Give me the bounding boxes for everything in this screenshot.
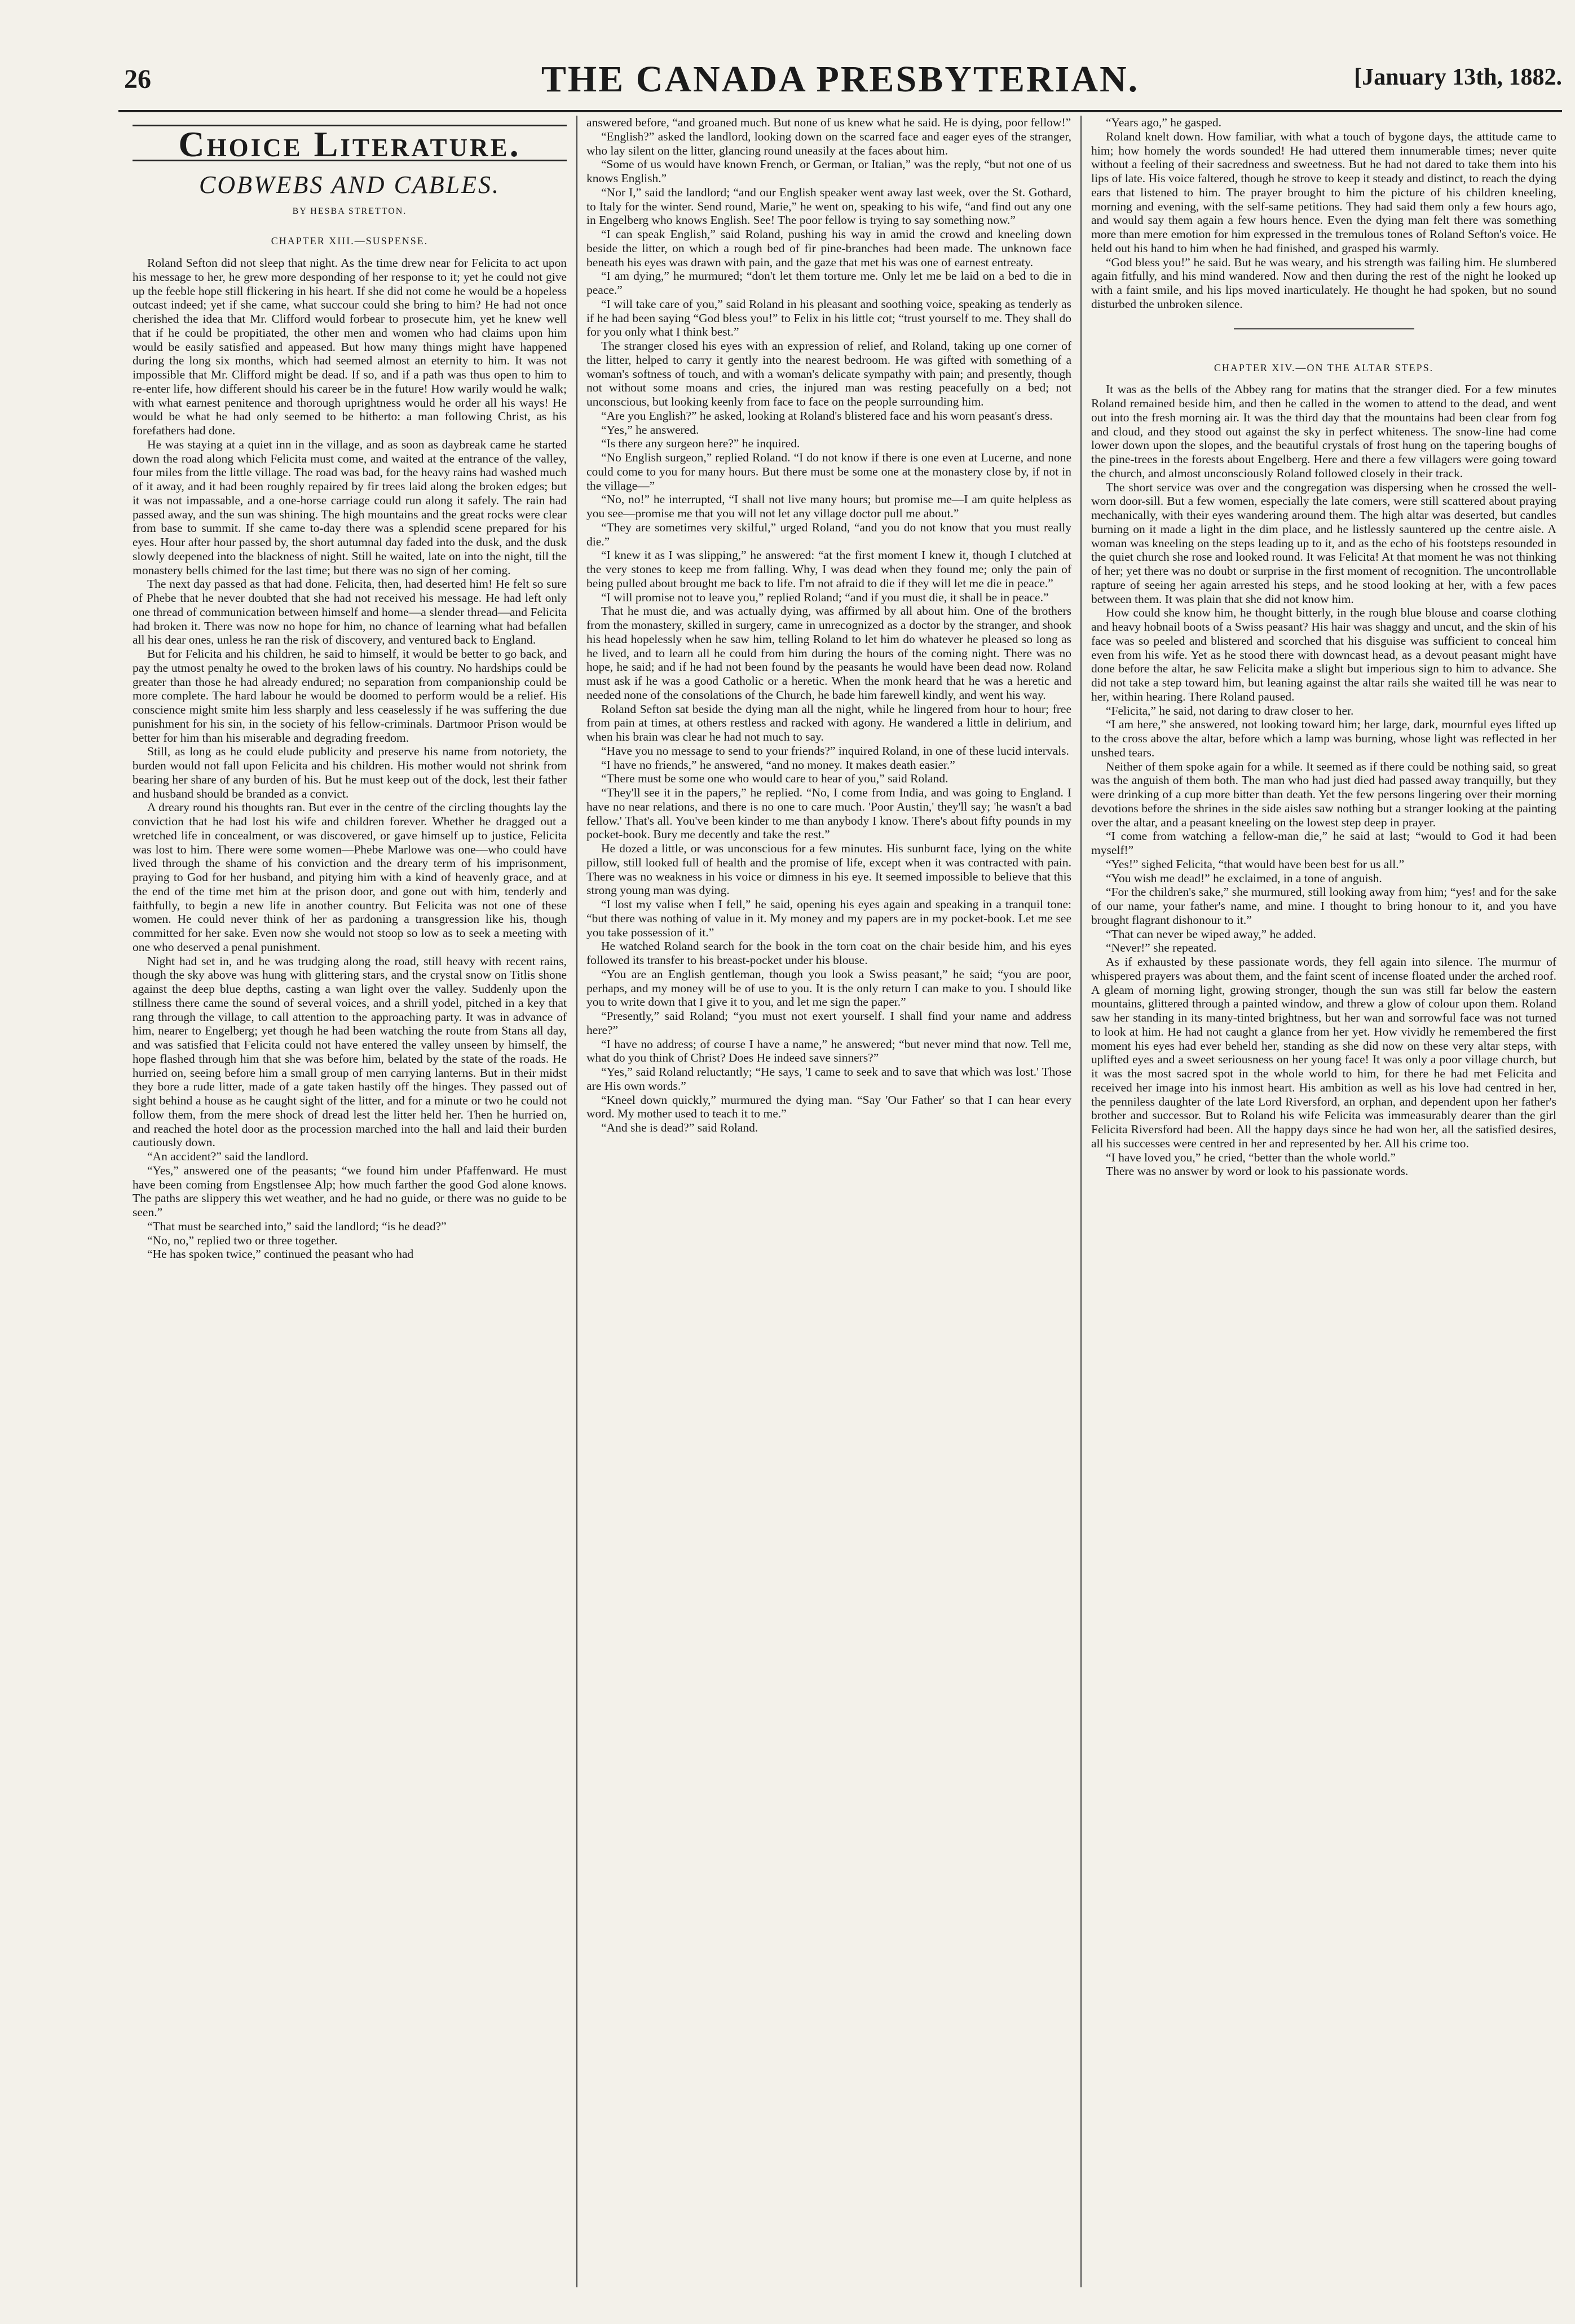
paragraph: “I lost my valise when I fell,” he said, opening his eyes again and speaking in a tranquil tone: “but there was nothing of value in it. My money and my papers are in my pocket-book. Let me see you take possession of it.”: [586, 897, 1071, 939]
paragraph: A dreary round his thoughts ran. But ever in the centre of the circling thoughts lay the conviction that he had lost his wife and children forever. Whether he dragged out a wretched life in concealment, or was discovered, or gave himself up to justice, Felicita was lost to him. There were some women—Phebe Marlowe was one—who could have lived through the shame of his conviction and the dreary term of his imprisonment, praying to God for her husband, and pitying him with a kind of heavenly grace, and at the end of the time met him at the prison door, and gone out with him, tenderly and faithfully, to begin a new life in another country. But Felicita was not one of these women. He could never think of her as pardoning a transgression like his, though committed for her sake. Even now she would not stoop so low as to seek a meeting with one who deserved a penal punishment.: [133, 800, 567, 954]
paragraph: “They are sometimes very skilful,” urged Roland, “and you do not know that you must really die.”: [586, 520, 1071, 548]
column-3-text-bottom: [1091, 382, 1556, 1178]
paragraph: “God bless you!” he said. But he was weary, and his strength was failing him. He slumbered again fitfully, and his mind wandered. Now and then during the rest of the night he looked up with a faint smile, and his lips moved inarticulately. He thought he had spoken, but no sound disturbed the unbroken silence.: [1091, 255, 1556, 311]
paragraph: “Years ago,” he gasped.: [1106, 116, 1221, 129]
paragraph: “There must be some one who would care to hear of you,” said Roland.: [601, 772, 948, 786]
page-header: [118, 54, 1562, 99]
paragraph: “Yes,” he answered.: [601, 422, 699, 437]
paragraph: The stranger closed his eyes with an expression of relief, and Roland, taking up one corner of the litter, helped to carry it gently into the nearest bedroom. He was gifted with something of a woman's softness of touch, and with a woman's delicate sympathy with pain; and presently, though not without some moans and cries, the injured man was resting peacefully on a bed; not unconscious, but looking keenly from face to face on the people surrounding him.: [586, 339, 1071, 408]
paragraph: “Kneel down quickly,” murmured the dying man. “Say 'Our Father' so that I can hear every word. My mother used to teach it to me.”: [586, 1093, 1071, 1121]
paragraph: “An accident?” said the landlord.: [147, 1150, 308, 1163]
column-3-text-top: [1091, 116, 1556, 311]
paragraph: “I am dying,” he murmured; “don't let them torture me. Only let me be laid on a bed to die in peace.”: [586, 269, 1071, 297]
paragraph: Roland Sefton did not sleep that night. As the time drew near for Felicita to act upon his message to her, he grew more desponding of her response to it; yet he could not give up the feeble hope still flickering in his heart. If she did not come he would be a hopeless outcast indeed; yet if she came, what succour could she bring to him? He had not once cherished the idea that Mr. Clifford would forbear to prosecute him, yet he knew well that if he could be propitiated, the other men and women who had claims upon him would be easily satisfied and appeased. But how many things might have happened during the long six months, which had seemed almost an eternity to him. It was not impossible that Mr. Clifford might be dead. If so, and if a path was thus open to him to re-enter life, how different should his career be in the future! How warily would he walk; with what earnest penitence and thorough uprightness would he order all his ways! He would be what he had only seemed to be hitherto: a man following Christ, as his forefathers had done.: [133, 256, 567, 437]
paragraph: “I have loved you,” he cried, “better than the whole world.”: [1106, 1150, 1396, 1164]
paragraph: “No, no!” he interrupted, “I shall not live many hours; but promise me—I am quite helpless as you see—promise me that you will not let any village doctor pull me about.”: [586, 492, 1071, 520]
paragraph: “English?” asked the landlord, looking down on the scarred face and eager eyes of the stranger, who lay silent on the litter, glancing round uneasily at the faces about him.: [586, 129, 1071, 157]
paragraph: “Yes,” answered one of the peasants; “we found him under Pfaffenward. He must have been coming from Engstlensee Alp; how much farther the good God alone knows. The paths are slippery this wet weather, and he had no guide, or there was no guide to be seen.”: [133, 1163, 567, 1219]
column-2-text: [586, 116, 1071, 1135]
paragraph: “I can speak English,” said Roland, pushing his way in amid the crowd and kneeling down beside the litter, on which a rough bed of fir pine-branches had been made. The unknown face beneath his eyes was drawn with pain, and the gaze that met his was one of earnest entreaty.: [586, 227, 1071, 269]
story-byline: BY HESBA STRETTON.: [292, 206, 407, 216]
paragraph: The next day passed as that had done. Felicita, then, had deserted him! He felt so sure of Phebe that he never doubted that she had not received his message. He had left only one thread of communication between himself and home—a slender thread—and Felicita had broken it. There was now no hope for him, no chance of learning what had befallen all his dear ones, unless he ran the risk of discovery, and ventured back to England.: [133, 577, 567, 647]
paragraph: “I knew it as I was slipping,” he answered: “at the first moment I knew it, though I clutched at the very stones to keep me from falling. Why, I was dead when they found me; only the pain of being pulled about brought me back to life. I'm not afraid to die if they will let me die in peace.”: [586, 548, 1071, 590]
paragraph: How could she know him, he thought bitterly, in the rough blue blouse and coarse clothing and heavy hobnail boots of a Swiss peasant? His hair was shaggy and uncut, and the skin of his face was so peeled and blistered and scorched that his disguise was sufficient to conceal him even from his wife. Yet as he stood there with downcast head, as a devout peasant might have done before the altar, he saw Felicita make a slight but imperious sign to him to advance. She did not take a step toward him, but leaning against the altar rails she waited till he was near to her, within hearing. There Roland paused.: [1091, 606, 1556, 703]
paragraph: He watched Roland search for the book in the torn coat on the chair beside him, and his eyes followed its transfer to his breast-pocket under his blouse.: [586, 939, 1071, 967]
paragraph: Still, as long as he could elude publicity and preserve his name from notoriety, the burden would not fall upon Felicita and his children. His mother would not shrink from bearing her share of any burden of his. But he must keep out of the dock, lest their father and husband should be branded as a convict.: [133, 745, 567, 800]
paragraph: Roland Sefton sat beside the dying man all the night, while he lingered from hour to hour; free from pain at times, at others restless and racked with agony. He wandered a little in delirium, and when his brain was clear he had not much to say.: [586, 702, 1071, 743]
paragraph: But for Felicita and his children, he said to himself, it would be better to go back, and pay the utmost penalty he owed to the broken laws of his country. No hardships could be greater than those he had already endured; no separation from companionship could be more complete. The hard labour he would be doomed to perform would be a relief. His conscience might smite him less sharply and less ceaselessly if he was suffering the due punishment for his sin, in the society of his fellow-criminals. Dartmoor Prison would be better for him than his miserable and degrading freedom.: [133, 647, 567, 745]
chapter-divider: [1234, 328, 1414, 329]
story-title: COBWEBS AND CABLES.: [198, 170, 501, 199]
paragraph: “They'll see it in the papers,” he replied. “No, I come from India, and was going to England. I have no near relations, and there is no one to care much. 'Poor Austin,' they'll say; 'he wasn't a bad fellow.' That's all. You've been kinder to me than anybody I know. There's about fifty pounds in my pocket-book. Bury me decently and take the rest.”: [586, 786, 1071, 842]
column-1: [133, 116, 567, 2299]
paragraph: “I am here,” she answered, not looking toward him; her large, dark, mournful eyes lifted up to the cross above the altar, before which a lamp was burning, whose light was reflected in her unshed tears.: [1091, 718, 1556, 759]
paragraph: “I come from watching a fellow-man die,” he said at last; “would to God it had been myself!”: [1091, 829, 1556, 857]
column-divider: [576, 116, 577, 2287]
paragraph: “Yes!” sighed Felicita, “that would have been best for us all.”: [1106, 857, 1405, 871]
paragraph: “I have no address; of course I have a name,” he answered; “but never mind that now. Tell me, what do you think of Christ? Does He indeed save sinners?”: [586, 1037, 1071, 1065]
paragraph: “Never!” she repeated.: [1106, 941, 1217, 955]
paragraph: “You are an English gentleman, though you look a Swiss peasant,” he said; “you are poor, perhaps, and my money will be of use to you. It is the only return I can make to you. I should like you to write down that I give it to you, and let me sign the paper.”: [586, 967, 1071, 1009]
paragraph: That he must die, and was actually dying, was affirmed by all about him. One of the brothers from the monastery, skilled in surgery, came in unrecognized as a doctor by the stranger, and shook his head hopelessly when he saw him, telling Roland to let him do whatever he pleased so long as he lived, and to learn all he could from him during the hours of the coming night. There was no hope, he said; and if he had not been found by the peasants he would have been dead now. Roland must ask if he was a good Catholic or a heretic. When the monk heard that he was a heretic and needed none of the consolations of the Church, he bade him farewell kindly, and went his way.: [586, 604, 1071, 702]
paragraph: “Is there any surgeon here?” he inquired.: [601, 437, 800, 451]
chapter-heading: CHAPTER XIII.—SUSPENSE.: [271, 235, 429, 247]
paragraph: “Some of us would have known French, or German, or Italian,” was the reply, “but not one of us knows English.”: [586, 157, 1071, 185]
chapter-heading: CHAPTER XIV.—ON THE ALTAR STEPS.: [1214, 362, 1434, 373]
paragraph: “Nor I,” said the landlord; “and our English speaker went away last week, over the St. Gothard, to Italy for the winter. Send round, Marie,” he went on, speaking to his wife, “and find out any one in Engelberg who knows English. See! The poor fellow is trying to say something now.”: [586, 185, 1071, 227]
paragraph: “Presently,” said Roland; “you must not exert yourself. I shall find your name and address here?”: [586, 1009, 1071, 1037]
paragraph: “Are you English?” he asked, looking at Roland's blistered face and his worn peasant's dress.: [601, 408, 1053, 422]
paragraph: The short service was over and the congregation was dispersing when he crossed the well-worn door-sill. But a few women, especially the late comers, were still scattered about praying mechanically, with their eyes wandering around them. The high altar was deserted, but candles burning on it made a light in the dim place, and he listlessly sauntered up the centre aisle. A woman was kneeling on the steps leading up to it, and as the echo of his footsteps resounded in the quiet church she rose and looked round. It was Felicita! At that moment he was not thinking of her; yet there was no doubt or surprise in the first moment of recognition. The uncontrollable rapture of seeing her again arrested his steps, and he stood looking at her, with a few paces between them. It was plain that she did not know him.: [1091, 480, 1556, 606]
paragraph: Neither of them spoke again for a while. It seemed as if there could be nothing said, so great was the anguish of them both. The man who had just died had passed away tranquilly, but they were drinking of a cup more bitter than death. Yet the few persons lingering over their morning devotions before the shrines in the side aisles saw nothing but a stranger looking at the painting over the altar, and a peasant kneeling on the lowest step deep in prayer.: [1091, 759, 1556, 829]
paragraph: “Yes,” said Roland reluctantly; “He says, 'I came to seek and to save that which was lost.' Those are His own words.”: [586, 1065, 1071, 1093]
paragraph: “That can never be wiped away,” he added.: [1106, 927, 1316, 941]
paragraph: “I have no friends,” he answered, “and no money. It makes death easier.”: [601, 758, 955, 772]
paragraph: “No, no,” replied two or three together.: [147, 1233, 338, 1247]
section-heading-box: [133, 124, 567, 164]
column-divider: [1080, 116, 1082, 2287]
masthead: THE CANADA PRESBYTERIAN.: [541, 59, 1140, 100]
column-1-text: [133, 256, 567, 1261]
paragraph: “Have you no message to send to your friends?” inquired Roland, in one of these lucid intervals.: [601, 743, 1069, 758]
paragraph: He dozed a little, or was unconscious for a few minutes. His sunburnt face, lying on the white pillow, still looked full of health and the promise of life, except when it was contracted with pain. There was no weakness in his voice or dimness in his eye. It seemed impossible to believe that this strong young man was dying.: [586, 842, 1071, 897]
paragraph: Roland knelt down. How familiar, with what a touch of bygone days, the attitude came to him; how homely the words sounded! He had uttered them innumerable times; never quite without a feeling of their sacredness and sweetness. But he had not dared to take them into his lips of late. His voice faltered, though he strove to keep it steady and distinct, to reach the dying ears that listened to him. The prayer brought to him the picture of his children kneeling, morning and evening, with the self-same petitions. They had said them only a few hours ago, and would say them again a few hours hence. Even the dying man felt there was something more than mere emotion for him expressed in the tremulous tones of Roland Sefton's voice. He held out his hand to him when he had finished, and grasped his warmly.: [1091, 129, 1556, 255]
paragraph: There was no answer by word or look to his passionate words.: [1106, 1164, 1409, 1178]
paragraph: “And she is dead?” said Roland.: [601, 1121, 758, 1134]
header-rule: [118, 110, 1562, 112]
issue-date: [January 13th, 1882.: [1354, 64, 1562, 90]
paragraph: “You wish me dead!” he exclaimed, in a tone of anguish.: [1106, 871, 1382, 885]
paragraph: “I will promise not to leave you,” replied Roland; “and if you must die, it shall be in peace.”: [601, 590, 1049, 604]
paragraph: He was staying at a quiet inn in the village, and as soon as daybreak came he started down the road along which Felicita must come, and waited at the entrance of the valley, four miles from the little village. The road was bad, for the heavy rains had washed much of it away, and it had been roughly repaired by fir trees laid along the broken edges; but it was not impassable, and a one-horse carriage could run along it safely. The rain had passed away, and the sun was shining. The high mountains and the great rocks were clear from base to summit. If she came to-day there was a splendid scene prepared for his eyes. Hour after hour passed by, the short autumnal day faded into the dusk, and the dusk slowly deepened into the blackness of night. Still he waited, late on into the night, till the monastery bells chimed for the last time; but there was no sign of her coming.: [133, 437, 567, 577]
page-number: 26: [124, 64, 151, 94]
paragraph: “I will take care of you,” said Roland in his pleasant and soothing voice, speaking as tenderly as if he had been saying “God bless you!” to Felix in his little cot; “trust yourself to me. They shall do for you only what I think best.”: [586, 297, 1071, 339]
paragraph: “That must be searched into,” said the landlord; “is he dead?”: [147, 1219, 447, 1233]
column-2: [586, 116, 1071, 2299]
paragraph: “No English surgeon,” replied Roland. “I do not know if there is one even at Lucerne, and none could come to you for many hours. But there must be some one at the monastery close by, if not in the village—”: [586, 451, 1071, 492]
section-title: Choice Literature.: [178, 124, 521, 164]
paragraph: It was as the bells of the Abbey rang for matins that the stranger died. For a few minutes Roland remained beside him, and then he called in the women to attend to the dead, and went out into the fresh morning air. It was the third day that the mountains had been clear from fog and cloud, and they stood out against the sky in perfect whiteness. The snow-line had come lower down upon the slopes, and the beautiful crystals of frost hung on the tapering boughs of the pine-trees in the forests about Engelberg. Here and there a few villagers were going toward the church, and almost unconsciously Roland followed closely in their track.: [1091, 382, 1556, 480]
paragraph: “Felicita,” he said, not daring to draw closer to her.: [1106, 703, 1354, 718]
paragraph: As if exhausted by these passionate words, they fell again into silence. The murmur of whispered prayers was about them, and the faint scent of incense floated under the arched roof. A gleam of morning light, growing stronger, though the sun was still far below the eastern mountains, glittered through a painted window, and threw a glow of colour upon them. Roland saw her standing in its many-tinted brightness, but her wan and sorrowful face was not turned to look at him. He had not caught a glance from her yet. How vividly he remembered the first moment his eyes had ever beheld her, standing as she did now on these very altar steps, with uplifted eyes and a sweet seriousness on her young face! It was only a poor village church, but it was the most sacred spot in the whole world to him, for there he had met Felicita and received her image into his inmost heart. His ambition as well as his love had centred in her, the penniless daughter of the late Lord Riversford, an orphan, and dependent upon her father's brother and successor. But to Roland his wife Felicita was immeasurably dearer than the girl Felicita Riversford had been. All the happy days since he had won her, all the satisfied desires, all his successes were centred in her and represented by her. All his crime too.: [1091, 955, 1556, 1150]
paragraph: “For the children's sake,” she murmured, still looking away from him; “yes! and for the sake of our name, your father's name, and mine. I thought to bring honour to it, and you have brought flagrant dishonour to it.”: [1091, 885, 1556, 927]
paragraph: “He has spoken twice,” continued the peasant who had: [147, 1247, 414, 1261]
paragraph: answered before, “and groaned much. But none of us knew what he said. He is dying, poor fellow!”: [586, 116, 1071, 129]
column-3: [1091, 116, 1556, 2299]
paragraph: Night had set in, and he was trudging along the road, still heavy with recent rains, though the sky above was hung with glittering stars, and the crystal snow on Titlis shone against the deep blue depths, casting a wan light over the valley. Suddenly upon the stillness there came the sound of several voices, and a shrill yodel, pitched in a key that rang through the village, to call attention to the approaching party. It was in advance of him, nearer to Engelberg; yet though he had been watching the route from Stans all day, and was satisfied that Felicita could not have entered the valley unseen by himself, the hope flashed through him that she was before him, belated by the state of the roads. He hurried on, seeing before him a small group of men carrying lanterns. But in their midst they bore a rude litter, made of a gate taken hastily off the hinges. They passed out of sight behind a house as he caught sight of the litter, and for a minute or two he could not follow them, from the mere shock of dread lest the litter held her. Then he hurried on, and reached the hotel door as the procession marched into the hall and laid their burden cautiously down.: [133, 954, 567, 1150]
